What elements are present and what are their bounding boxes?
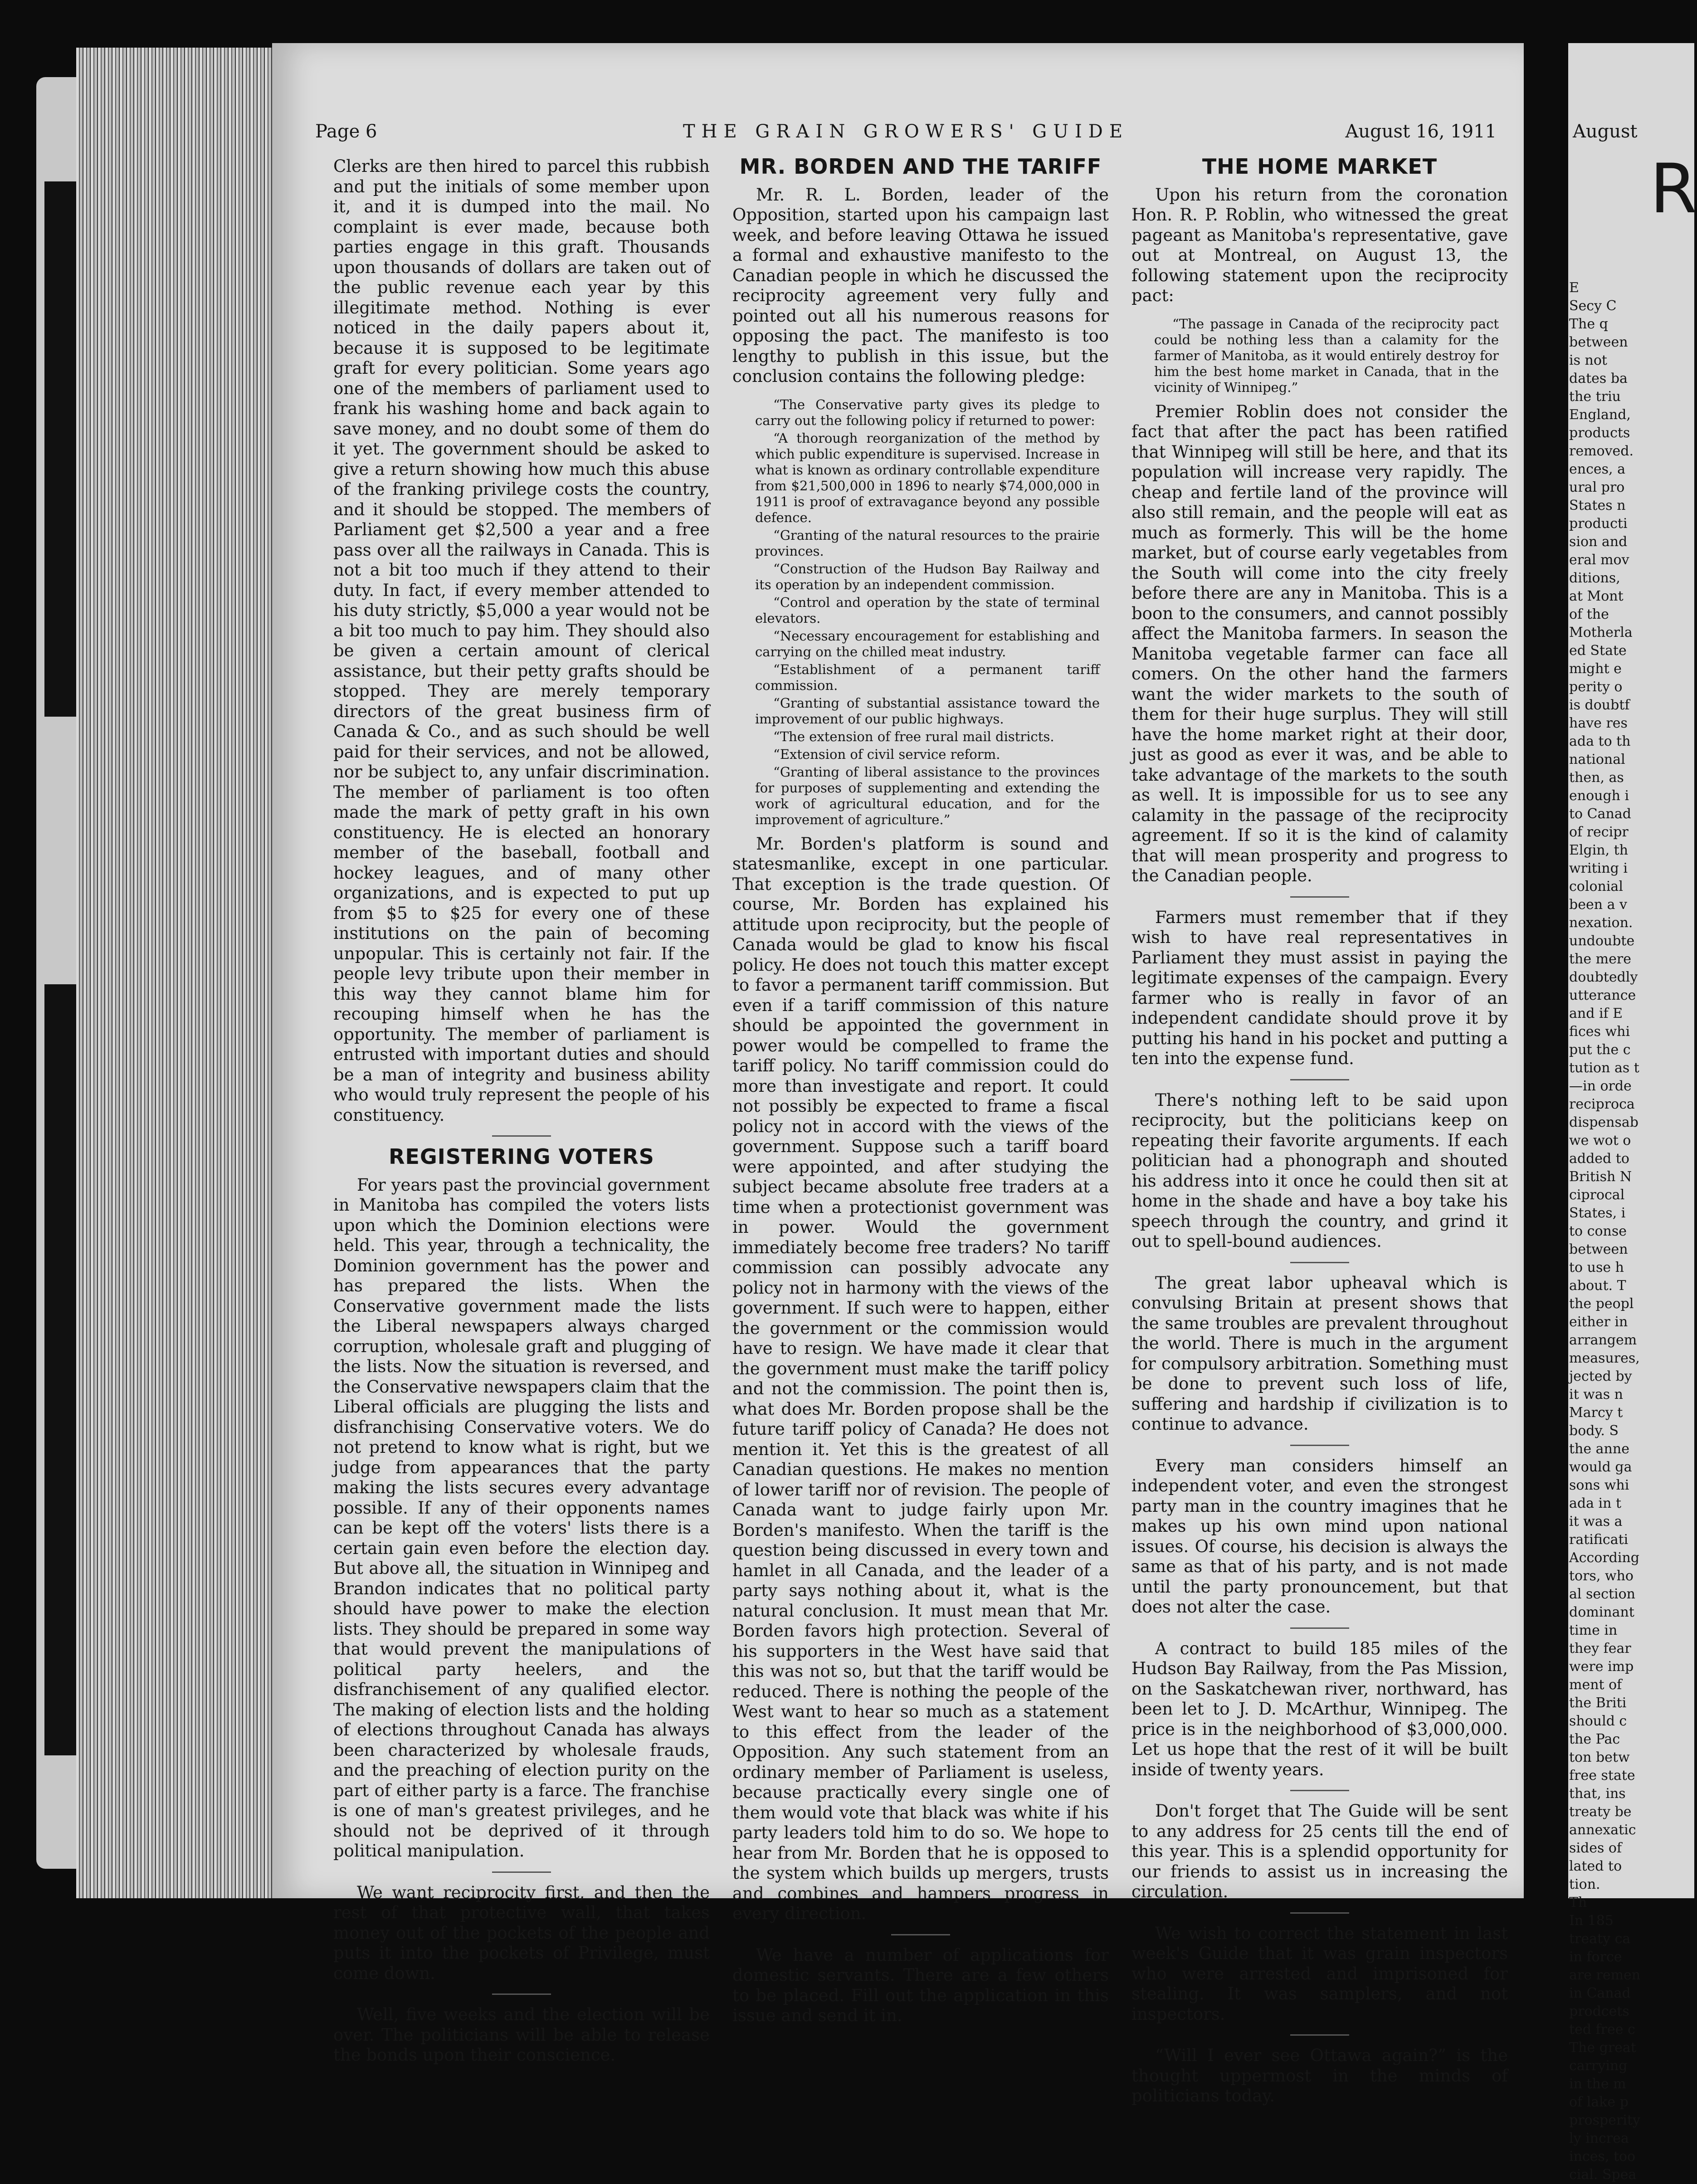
- facing-page-line: Motherla: [1569, 625, 1633, 640]
- facing-page-line: treaty be: [1569, 1804, 1632, 1820]
- facing-page-line: put the c: [1569, 1042, 1631, 1058]
- quote-line: “Establishment of a permanent tariff commission.: [755, 661, 1100, 693]
- facing-page-initial: R: [1650, 150, 1697, 229]
- facing-page-text: [1569, 279, 1696, 2184]
- roblin-quote: [1154, 316, 1499, 396]
- facing-page-line: lated to: [1569, 1858, 1622, 1874]
- facing-page-line: dispensab: [1569, 1114, 1638, 1130]
- facing-page-line: that, ins: [1569, 1786, 1626, 1802]
- facing-page-line: we wot o: [1569, 1133, 1631, 1148]
- pledge-quote: [755, 397, 1100, 828]
- paragraph: We want reciprocity first, and then the rest of that protective wall, that takes money out of the pockets of the people and puts it into the pockets of Privilege, must come down.: [333, 1882, 710, 1983]
- paragraph: There's nothing left to be said upon reciprocity, but the politicians keep on repeating their favorite arguments. If each politician had a phonograph and shouted his address into it once he could then sit at home in the shade and have a boy take his speech through the country, and grind it out to spell-bound audiences.: [1131, 1090, 1508, 1251]
- facing-page-line: perity o: [1569, 679, 1623, 695]
- section-rule: [1290, 1790, 1349, 1791]
- facing-page-line: between: [1569, 1241, 1628, 1257]
- facing-page-line: at Mont: [1569, 588, 1624, 604]
- facing-page-line: inces, too: [1569, 2149, 1636, 2164]
- heading-home-market: THE HOME MARKET: [1202, 154, 1438, 179]
- facing-page-line: ada to th: [1569, 733, 1631, 749]
- article-continuation: Clerks are then hired to parcel this rubbish and put the initials of some member upon it, and it is dumped into the mail. No complaint is ever made, because both parties engage in this graft. Thousands upon thousands of dollars are taken out of the public revenue each year by this illegitimate method. Nothing is ever noticed in the daily papers about it, because it is supposed to be legitimate graft for every politician. Some years ago one of the members of parliament used to frank his washing home and back again to save money, and no doubt some of them do it yet. The government should be asked to give a return showing how much this abuse of the franking privilege costs the country, and it should be stopped. The members of Parliament get $2,500 a year and a free pass over all the railways in Canada. This is not a bit too much if they attend to their duty. In fact, if every member attended to his duty strictly, $5,000 a year would not be a bit too much to pay him. They should also be given a certain amount of clerical assistance, but their petty grafts should be stopped. They are merely temporary directors of the great business firm of Canada & Co., and as such should be well paid for their services, and not be allowed, nor be subject to, any unfair discrimination. The member of parliament is too often made the mark of petty graft in his own constituency. He is elected an honorary member of the baseball, football and hockey leagues, and of many other organizations, and is expected to put up from $5 to $25 for every one of these institutions on the pain of becoming unpopular. This is certainly not fair. If the people levy tribute upon their member in this way they cannot blame him for recouping himself when he has the opportunity. The member of parliament is entrusted with important duties and should be a man of integrity and business ability who would truly represent the people of his constituency.: [333, 156, 710, 1125]
- facing-page-line: ratificati: [1569, 1532, 1629, 1548]
- newspaper-page: [272, 43, 1524, 2106]
- facing-page-line: British N: [1569, 1169, 1632, 1185]
- paragraph: Mr. Borden's platform is sound and statesmanlike, except in one particular. That exception is the trade question. Of course, Mr. Borden has explained his attitude upon reciprocity, but the people of Canada would be glad to know his fiscal policy. He does not touch this matter except to favor a permanent tariff commission. But even if a tariff commission of this nature should be appointed the government in power would be compelled to frame the tariff policy. No tariff commission could do more than investigate and report. It could not possibly be expected to frame a fiscal policy not in accord with the views of the government. Suppose such a tariff board were appointed, and after studying the subject became absolute free traders at a time when a protectionist government was in power. Would the government immediately become free traders? No tariff commission can possibly advocate any policy not in harmony with the views of the government. If such were to happen, either the government or the commission would have to resign. We have made it clear that the government must make the tariff policy and not the commission. The point then is, what does Mr. Borden propose shall be the future tariff policy of Canada? He does not mention it. Yet this is the greatest of all Canadian questions. He makes no mention of lower tariff nor of revision. The people of Canada want to judge fairly upon Mr. Borden's manifesto. When the tariff is the question being discussed in every town and hamlet in all Canada, and the leader of a party says nothing about it, what is the natural conclusion. It must mean that Mr. Borden favors high protection. Several of his supporters in the West have said that this was not so, but that the tariff would be reduced. There is nothing the people of the West want to hear so much as a statement to this effect from the leader of the Opposition. Any such statement from an ordinary member of Parliament is useless, because practically every single one of them would vote that black was white if his party leaders told him to do so. We hope to hear from Mr. Borden that he is opposed to the system which builds up mergers, trusts and combines and hampers progress in every direction.: [732, 834, 1109, 1923]
- paragraph: The great labor upheaval which is convulsing Britain at present shows that the same troubles are prevalent throughout the world. There is much in the argument for compulsory arbitration. Something must be done to prevent such loss of life, suffering and hardship if civilization is to continue to advance.: [1131, 1273, 1508, 1434]
- facing-page-line: reciproca: [1569, 1096, 1635, 1112]
- page-header: [315, 121, 1497, 148]
- facing-page-line: measures,: [1569, 1350, 1640, 1366]
- stack-tab-upper: [44, 181, 76, 717]
- facing-page-line: E: [1569, 280, 1579, 296]
- facing-page-line: to conse: [1569, 1223, 1627, 1239]
- facing-page-line: eral mov: [1569, 552, 1629, 568]
- facing-page-line: Secy C: [1569, 298, 1617, 314]
- facing-page-line: England,: [1569, 407, 1631, 423]
- section-rule: [492, 1993, 551, 1995]
- facing-page-header: August: [1573, 121, 1638, 142]
- facing-page-line: ciprocal: [1569, 1187, 1625, 1203]
- facing-page-line: the Briti: [1569, 1695, 1627, 1711]
- section-rule: [1290, 1912, 1349, 1914]
- facing-page-line: free state: [1569, 1768, 1635, 1783]
- quote-line: “Construction of the Hudson Bay Railway and its operation by an independent commission.: [755, 561, 1100, 592]
- facing-page-line: sion and: [1569, 534, 1628, 550]
- facing-page-line: States n: [1569, 498, 1626, 513]
- facing-page-line: the Pac: [1569, 1731, 1620, 1747]
- section-rule: [1290, 2034, 1349, 2036]
- facing-page-line: al section: [1569, 1586, 1636, 1602]
- facing-page-line: added to: [1569, 1151, 1629, 1167]
- facing-page-line: utterance: [1569, 987, 1636, 1003]
- facing-page-line: are remen: [1569, 1967, 1641, 1983]
- section-rule: [492, 1871, 551, 1873]
- quote-line: “Extension of civil service reform.: [773, 746, 1000, 762]
- facing-page-line: doubtedly: [1569, 969, 1638, 985]
- facing-page-line: cial. Spea: [1569, 2167, 1637, 2183]
- facing-page-line: In 185: [1569, 1913, 1614, 1929]
- paragraph: Mr. R. L. Borden, leader of the Opposition, started upon his campaign last week, and before leaving Ottawa he issued a formal and exhaustive manifesto to the Canadian people in which he discussed the reciprocity agreement very fully and pointed out all his numerous reasons for opposing the pact. The manifesto is too lengthy to publish in this issue, but the conclusion contains the following pledge:: [732, 185, 1109, 386]
- section-rule: [1290, 1079, 1349, 1080]
- facing-page-line: it was a: [1569, 1514, 1623, 1529]
- column-right: [1131, 156, 1508, 2116]
- quote-line: “Necessary encouragement for establishing and carrying on the chilled meat industry.: [755, 628, 1100, 660]
- facing-page-line: Elgin, th: [1569, 842, 1629, 858]
- paragraph: For years past the provincial government in Manitoba has compiled the voters lists upon which the Dominion elections were held. This year, through a technicality, the Dominion government has the power and has prepared the lists. When the Conservative government made the lists the Liberal newspapers always charged corruption, wholesale graft and plugging of the lists. Now the situation is reversed, and the Conservative newspapers claim that the Liberal officials are plugging the lists and disfranchising Conservative voters. We do not pretend to know what is right, but we judge from appearances that the party making the lists secures every advantage possible. If any of their opponents names can be kept off the voters' lists there is a certain gain even before the election day. But above all, the situation in Winnipeg and Brandon indicates that no political party should have power to make the election lists. They should be prepared in some way that would prevent the manipulations of political party heelers, and the disfranchisement of any qualified elector. The making of election lists and the holding of elections throughout Canada has always been characterized by wholesale frauds, and the preaching of election purity on the part of either party is a farce. The franchise is one of man's greatest privileges, and he should not be deprived of it through political manipulation.: [333, 1175, 710, 1861]
- facing-page-line: of recipr: [1569, 824, 1629, 840]
- facing-page-line: ences, a: [1569, 461, 1625, 477]
- facing-page-line: would ga: [1569, 1459, 1632, 1475]
- facing-page-line: jected by: [1569, 1368, 1632, 1384]
- facing-page-line: should c: [1569, 1713, 1627, 1729]
- facing-page-line: writing i: [1569, 860, 1628, 876]
- facing-page-line: annexatic: [1569, 1822, 1636, 1838]
- facing-page-line: ton betw: [1569, 1749, 1630, 1765]
- facing-page-line: carrying: [1569, 2058, 1628, 2074]
- facing-page-line: States, i: [1569, 1205, 1626, 1221]
- section-rule: [1290, 896, 1349, 898]
- section-rule: [1290, 1627, 1349, 1629]
- paragraph: Every man considers himself an independent voter, and even the strongest party man in the country imagines that he makes up his own mind upon national issues. Of course, his decision is always the same as that of his party, and is not made until the party pronouncement, but that does not alter the case.: [1131, 1456, 1508, 1617]
- facing-page-line: ment of: [1569, 1677, 1622, 1693]
- facing-page-line: they fear: [1569, 1641, 1631, 1656]
- facing-page-line: the peopl: [1569, 1296, 1634, 1312]
- facing-page-line: ted free c: [1569, 2022, 1635, 2037]
- quote-line: “Control and operation by the state of terminal elevators.: [755, 594, 1100, 626]
- facing-page-line: the mere: [1569, 951, 1631, 967]
- facing-page-line: tion.: [1569, 1876, 1600, 1892]
- facing-page-line: Marcy t: [1569, 1405, 1623, 1421]
- facing-page-line: Th: [1569, 1895, 1587, 1910]
- facing-page-line: ural pro: [1569, 479, 1625, 495]
- facing-page-line: ditions,: [1569, 570, 1620, 586]
- masthead-title: THE GRAIN GROWERS' GUIDE: [683, 121, 1129, 142]
- facing-page-line: might e: [1569, 661, 1622, 677]
- paragraph: A contract to build 185 miles of the Hudson Bay Railway, from the Pas Mission, on the Saskatchewan river, northward, has been let to J. D. McArthur, Winnipeg. The price is in the neighborhood of $3,000,000. Let us hope that the rest of it will be built inside of twenty years.: [1131, 1638, 1508, 1779]
- paragraph: We have a number of applications for domestic servants. There are a few others to be placed. Fill out the application in this issue and send it in.: [732, 1945, 1109, 2025]
- facing-page-line: the triu: [1569, 389, 1621, 405]
- facing-page-line: were imp: [1569, 1659, 1634, 1675]
- quote-line: “Granting of liberal assistance to the provinces for purposes of supplementing and extending the work of agricultural education, and for the improvement of agriculture.”: [755, 764, 1100, 827]
- facing-page-line: sides of: [1569, 1840, 1622, 1856]
- quote-line: “The extension of free rural mail districts.: [773, 728, 1054, 744]
- quote-line: “Granting of substantial assistance toward the improvement of our public highways.: [755, 695, 1100, 727]
- facing-page-line: is not: [1569, 352, 1607, 368]
- facing-page-line: sons whi: [1569, 1477, 1629, 1493]
- column-left: [333, 156, 710, 2076]
- facing-page-line: in force: [1569, 1949, 1622, 1965]
- facing-page-line: —in orde: [1569, 1078, 1632, 1094]
- facing-page-line: about. T: [1569, 1278, 1626, 1294]
- facing-page-line: removed.: [1569, 443, 1634, 459]
- facing-page-line: then, as: [1569, 770, 1624, 786]
- facing-page-line: treaty ca: [1569, 1931, 1631, 1947]
- quote-line: “The passage in Canada of the reciprocity pact could be nothing less than a calamity for the farmer of Manitoba, as it would entirely destroy for him the best home market in Canada, that in the vicinity of Winnipeg.”: [1154, 316, 1499, 395]
- paragraph: Don't forget that The Guide will be sent to any address for 25 cents till the end of this year. This is a splendid opportunity for our friends to assist us in increasing the circulation.: [1131, 1801, 1508, 1901]
- paragraph: Upon his return from the coronation Hon. R. P. Roblin, who witnessed the great pageant as Manitoba's representative, gave out at Montreal, on August 13, the following statement upon the reciprocity pact:: [1131, 185, 1508, 305]
- column-middle: [732, 156, 1109, 2036]
- facing-page-line: prosperity: [1569, 2112, 1640, 2128]
- section-rule: [492, 1135, 551, 1137]
- paragraph: Premier Roblin does not consider the fact that after the pact has been ratified that Winnipeg will still be here, and that its population will increase very rapidly. The cheap and fertile land of the province will also still remain, and the people will eat as much as formerly. This will be the home market, but of course early vegetables from the South will come into the city freely before there are any in Manitoba. This is a boon to the consumers, and cannot possibly affect the Manitoba farmers. In season the Manitoba vegetable farmer can face all comers. On the other hand the farmers want the wider markets to the south of them for their huge surplus. They will still have the home market right at their door, just as good as ever it was, and be able to take advantage of the markets to the south as well. It is impossible for us to see any calamity in the passage of the reciprocity agreement. If so it is the kind of calamity that will mean prosperity and progress to the Canadian people.: [1131, 401, 1508, 885]
- heading-borden-tariff: MR. BORDEN AND THE TARIFF: [739, 154, 1102, 179]
- facing-page-line: is doubtf: [1569, 697, 1630, 713]
- facing-page-line: products: [1569, 425, 1630, 441]
- paragraph: Farmers must remember that if they wish to have real representatives in Parliament they must assist in paying the legitimate expenses of the campaign. Every farmer who is really in favor of an independent candidate should prove it by putting his hand in his pocket and putting a ten into the expense fund.: [1131, 907, 1508, 1068]
- facing-page-line: body. S: [1569, 1423, 1619, 1439]
- facing-page-fragment: [1568, 43, 1697, 2183]
- facing-page-line: either in: [1569, 1314, 1628, 1330]
- facing-page-line: The q: [1569, 316, 1608, 332]
- facing-page-line: ed State: [1569, 643, 1627, 659]
- facing-page-line: ada in t: [1569, 1495, 1622, 1511]
- facing-page-line: The great: [1569, 2040, 1636, 2056]
- facing-page-line: tors, who: [1569, 1568, 1634, 1584]
- facing-page-line: to Canad: [1569, 806, 1631, 822]
- facing-page-line: dominant: [1569, 1604, 1634, 1620]
- facing-page-line: fices whi: [1569, 1024, 1630, 1040]
- facing-page-line: of the: [1569, 606, 1609, 622]
- facing-page-line: colonial: [1569, 879, 1623, 894]
- facing-page-line: producti: [1569, 516, 1628, 532]
- facing-page-line: of lake p: [1569, 2094, 1629, 2110]
- section-rule: [891, 1934, 950, 1935]
- facing-page-line: to use h: [1569, 1260, 1624, 1275]
- facing-page-line: between: [1569, 334, 1628, 350]
- paragraph: “Will I ever see Ottawa again?” is the thought uppermost in the minds of politicians today.: [1131, 2046, 1508, 2106]
- page-number: Page 6: [315, 121, 377, 142]
- facing-page-line: ly increa: [1569, 2130, 1629, 2146]
- issue-date: August 16, 1911: [1345, 121, 1497, 142]
- facing-page-line: prodcets: [1569, 2003, 1629, 2019]
- facing-page-line: have res: [1569, 715, 1628, 731]
- section-rule: [1290, 1262, 1349, 1263]
- quote-line: “A thorough reorganization of the method by which public expenditure is supervised. Increase in what is known as ordinary controllable expenditure from $21,500,000 in 1896 to nearly $74,000,000 in 1911 is proof of extravagance beyond any possible defence.: [755, 430, 1100, 525]
- stack-tab-lower: [44, 984, 76, 1755]
- facing-page-line: time in: [1569, 1622, 1618, 1638]
- paragraph: We wish to correct the statement in last week's Guide that it was grain inspectors who were arrested and imprisoned for stealing. It was samplers, and not inspectors.: [1131, 1923, 1508, 2024]
- heading-registering-voters: REGISTERING VOTERS: [389, 1144, 654, 1169]
- quote-line: “The Conservative party gives its pledge to carry out the following policy if returned to power:: [755, 396, 1100, 428]
- quote-line: “Granting of the natural resources to the prairie provinces.: [755, 527, 1100, 559]
- page-stack: [76, 48, 287, 1898]
- facing-page-line: nexation.: [1569, 915, 1633, 931]
- paragraph: Well, five weeks and the election will be over. The politicians will be able to release the bonds upon their conscience.: [333, 2005, 710, 2065]
- facing-page-line: the anne: [1569, 1441, 1629, 1457]
- facing-page-line: and if E: [1569, 1006, 1623, 1021]
- facing-page-line: tution as t: [1569, 1060, 1639, 1076]
- facing-page-line: According: [1569, 1550, 1639, 1566]
- facing-page-line: dates ba: [1569, 371, 1628, 386]
- facing-page-line: undoubte: [1569, 933, 1635, 949]
- facing-page-line: been a v: [1569, 897, 1627, 913]
- facing-page-line: enough i: [1569, 788, 1629, 804]
- facing-page-line: it was n: [1569, 1387, 1624, 1402]
- facing-page-line: in the m: [1569, 2076, 1626, 2092]
- section-rule: [1290, 1445, 1349, 1446]
- facing-page-line: national: [1569, 752, 1625, 767]
- facing-page-line: in Canad: [1569, 1985, 1631, 2001]
- facing-page-line: arrangem: [1569, 1332, 1637, 1348]
